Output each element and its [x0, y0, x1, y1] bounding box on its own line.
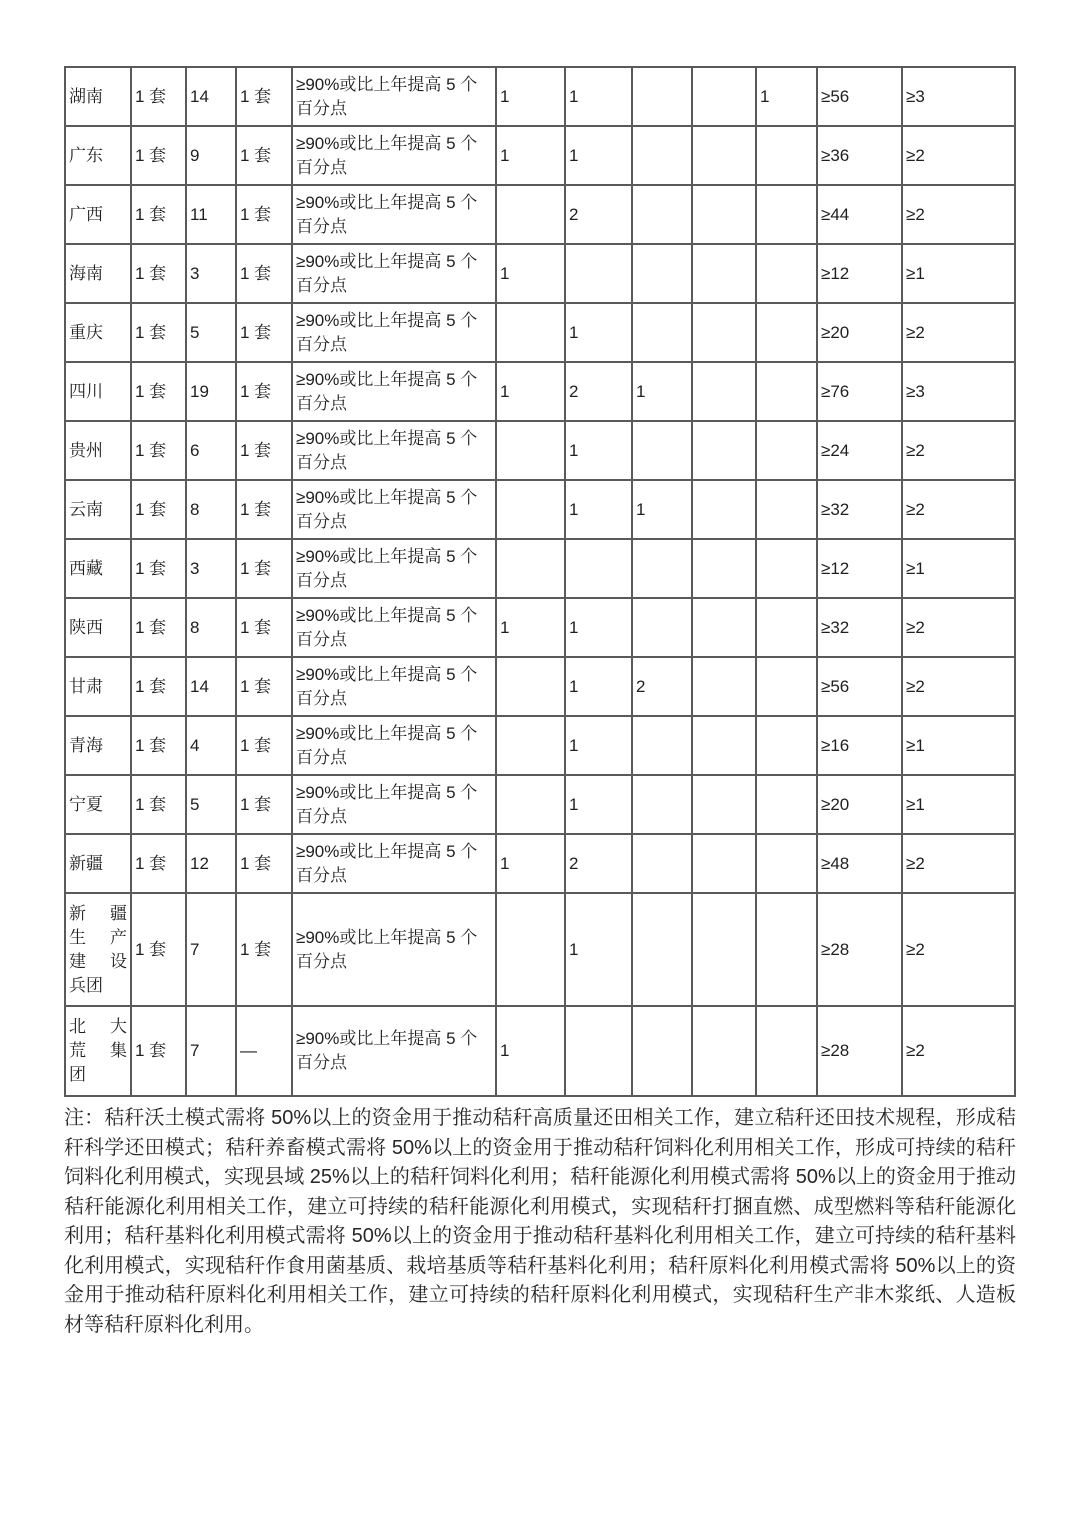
- province-cell: 陕西: [65, 598, 131, 657]
- value-cell: 7: [186, 1006, 236, 1096]
- value-cell: [756, 480, 817, 539]
- value-cell: 1 套: [236, 834, 292, 893]
- value-cell: [632, 775, 692, 834]
- value-cell: [692, 480, 756, 539]
- province-name-line: 团: [69, 1065, 86, 1084]
- value-cell: 1 套: [131, 67, 186, 126]
- table-row: [65, 126, 1015, 185]
- value-cell: ≥2: [902, 480, 1015, 539]
- value-cell: 1: [565, 126, 632, 185]
- table-row: [65, 657, 1015, 716]
- value-cell: 1: [496, 834, 565, 893]
- value-cell: 1: [632, 480, 692, 539]
- table-row: [65, 893, 1015, 1006]
- value-cell: ≥12: [817, 539, 902, 598]
- value-cell: [692, 716, 756, 775]
- value-cell: ≥90%或比上年提高 5 个百分点: [292, 657, 496, 716]
- table-row: [65, 598, 1015, 657]
- value-cell: [692, 775, 756, 834]
- value-cell: [632, 716, 692, 775]
- value-cell: [756, 362, 817, 421]
- value-cell: ≥36: [817, 126, 902, 185]
- value-cell: 11: [186, 185, 236, 244]
- value-cell: 2: [565, 362, 632, 421]
- value-cell: ≥90%或比上年提高 5 个百分点: [292, 598, 496, 657]
- value-cell: ≥90%或比上年提高 5 个百分点: [292, 834, 496, 893]
- value-cell: [632, 893, 692, 1006]
- value-cell: ≥90%或比上年提高 5 个百分点: [292, 244, 496, 303]
- value-cell: ≥90%或比上年提高 5 个百分点: [292, 539, 496, 598]
- province-cell: 湖南: [65, 67, 131, 126]
- value-cell: 14: [186, 657, 236, 716]
- value-cell: ≥56: [817, 67, 902, 126]
- value-cell: 1 套: [131, 303, 186, 362]
- value-cell: 5: [186, 775, 236, 834]
- value-cell: 1 套: [131, 362, 186, 421]
- value-cell: 1 套: [131, 716, 186, 775]
- value-cell: ≥20: [817, 775, 902, 834]
- value-cell: ≥24: [817, 421, 902, 480]
- table-row: [65, 303, 1015, 362]
- value-cell: [692, 421, 756, 480]
- province-name-line: 生 产: [69, 927, 127, 947]
- value-cell: ≥44: [817, 185, 902, 244]
- value-cell: [632, 244, 692, 303]
- value-cell: [632, 126, 692, 185]
- value-cell: 5: [186, 303, 236, 362]
- value-cell: ≥32: [817, 598, 902, 657]
- value-cell: ≥2: [902, 1006, 1015, 1096]
- value-cell: 1: [496, 598, 565, 657]
- value-cell: [632, 303, 692, 362]
- value-cell: 1 套: [131, 598, 186, 657]
- value-cell: ≥90%或比上年提高 5 个百分点: [292, 303, 496, 362]
- value-cell: ≥1: [902, 716, 1015, 775]
- table-row: [65, 716, 1015, 775]
- value-cell: 1: [756, 67, 817, 126]
- province-cell: 重庆: [65, 303, 131, 362]
- value-cell: [632, 1006, 692, 1096]
- value-cell: [496, 657, 565, 716]
- value-cell: 1 套: [236, 775, 292, 834]
- province-cell: [65, 1006, 131, 1096]
- value-cell: [692, 1006, 756, 1096]
- value-cell: ≥76: [817, 362, 902, 421]
- value-cell: 1 套: [236, 67, 292, 126]
- value-cell: ≥2: [902, 657, 1015, 716]
- value-cell: ≥90%或比上年提高 5 个百分点: [292, 185, 496, 244]
- value-cell: ≥32: [817, 480, 902, 539]
- value-cell: ≥90%或比上年提高 5 个百分点: [292, 480, 496, 539]
- value-cell: [565, 1006, 632, 1096]
- value-cell: 1: [496, 362, 565, 421]
- province-name-line: 建 设: [69, 951, 127, 971]
- straw-utilization-table: [64, 66, 1016, 1097]
- value-cell: 1 套: [131, 775, 186, 834]
- value-cell: [756, 539, 817, 598]
- value-cell: 19: [186, 362, 236, 421]
- table-row: [65, 1006, 1015, 1096]
- value-cell: 6: [186, 421, 236, 480]
- value-cell: [496, 421, 565, 480]
- value-cell: ≥1: [902, 244, 1015, 303]
- value-cell: [632, 834, 692, 893]
- value-cell: [756, 775, 817, 834]
- value-cell: ≥90%或比上年提高 5 个百分点: [292, 421, 496, 480]
- value-cell: 1 套: [131, 126, 186, 185]
- value-cell: 1: [632, 362, 692, 421]
- table-body: [65, 67, 1015, 1096]
- value-cell: ≥90%或比上年提高 5 个百分点: [292, 1006, 496, 1096]
- value-cell: 1 套: [236, 244, 292, 303]
- value-cell: 2: [565, 834, 632, 893]
- value-cell: 1: [565, 303, 632, 362]
- value-cell: 1: [565, 775, 632, 834]
- value-cell: ≥2: [902, 893, 1015, 1006]
- value-cell: [692, 598, 756, 657]
- value-cell: ≥90%或比上年提高 5 个百分点: [292, 67, 496, 126]
- value-cell: ≥90%或比上年提高 5 个百分点: [292, 893, 496, 1006]
- value-cell: 8: [186, 480, 236, 539]
- value-cell: 1 套: [236, 480, 292, 539]
- value-cell: [756, 716, 817, 775]
- province-name-line: 新 疆: [69, 903, 127, 923]
- value-cell: [692, 126, 756, 185]
- value-cell: 1 套: [131, 657, 186, 716]
- value-cell: [632, 421, 692, 480]
- value-cell: ≥2: [902, 303, 1015, 362]
- value-cell: [756, 657, 817, 716]
- province-cell: 广东: [65, 126, 131, 185]
- value-cell: 1: [565, 598, 632, 657]
- table-row: [65, 480, 1015, 539]
- province-name-line: 兵团: [69, 975, 103, 995]
- value-cell: [756, 185, 817, 244]
- note-paragraph: 注：秸秆沃土模式需将 50%以上的资金用于推动秸秆高质量还田相关工作，建立秸秆还田技术规程，形成秸秆科学还田模式；秸秆养畜模式需将 50%以上的资金用于推动秸秆饲料化利用相关工作，形成可持续的秸秆饲料化利用模式，实现县域 25%以上的秸秆饲料化利用；秸秆能源化利用模式需将 50%以上的资金用于推动秸秆能源化利用相关工作，建立可持续的秸秆能源化利用模式，实现秸秆打捆直燃、成型燃料等秸秆能源化利用；秸秆基料化利用模式需将 50%以上的资金用于推动秸秆基料化利用相关工作，建立可持续的秸秆基料化利用模式，实现秸秆作食用菌基质、栽培基质等秸秆基料化利用；秸秆原料化利用模式需将 50%以上的资金用于推动秸秆原料化利用相关工作，建立可持续的秸秆原料化利用模式，实现秸秆生产非木浆纸、人造板材等秸秆原料化利用。: [64, 1107, 1016, 1336]
- value-cell: [756, 303, 817, 362]
- province-cell: 宁夏: [65, 775, 131, 834]
- value-cell: [692, 539, 756, 598]
- value-cell: [692, 244, 756, 303]
- province-name-line: 北 大: [69, 1017, 127, 1036]
- value-cell: [496, 539, 565, 598]
- value-cell: [632, 185, 692, 244]
- value-cell: 1 套: [236, 303, 292, 362]
- value-cell: 1 套: [131, 480, 186, 539]
- value-cell: 1 套: [131, 1006, 186, 1096]
- value-cell: ≥90%或比上年提高 5 个百分点: [292, 775, 496, 834]
- value-cell: [496, 303, 565, 362]
- value-cell: 1 套: [236, 126, 292, 185]
- province-cell: 广西: [65, 185, 131, 244]
- value-cell: [632, 598, 692, 657]
- value-cell: 8: [186, 598, 236, 657]
- value-cell: 1: [565, 67, 632, 126]
- value-cell: [756, 893, 817, 1006]
- province-name-line: 荒 集: [69, 1041, 127, 1060]
- value-cell: [692, 185, 756, 244]
- table-row: [65, 834, 1015, 893]
- value-cell: 1: [565, 480, 632, 539]
- value-cell: ≥16: [817, 716, 902, 775]
- value-cell: 1 套: [131, 834, 186, 893]
- value-cell: ≥56: [817, 657, 902, 716]
- value-cell: 14: [186, 67, 236, 126]
- value-cell: [756, 834, 817, 893]
- value-cell: [692, 303, 756, 362]
- value-cell: [756, 126, 817, 185]
- value-cell: ≥3: [902, 67, 1015, 126]
- value-cell: ≥20: [817, 303, 902, 362]
- value-cell: [692, 834, 756, 893]
- value-cell: 9: [186, 126, 236, 185]
- value-cell: ≥90%或比上年提高 5 个百分点: [292, 126, 496, 185]
- value-cell: —: [236, 1006, 292, 1096]
- value-cell: ≥1: [902, 775, 1015, 834]
- value-cell: [692, 893, 756, 1006]
- value-cell: 1: [496, 244, 565, 303]
- value-cell: 1 套: [236, 539, 292, 598]
- value-cell: ≥90%或比上年提高 5 个百分点: [292, 716, 496, 775]
- value-cell: [496, 775, 565, 834]
- value-cell: ≥12: [817, 244, 902, 303]
- value-cell: 1 套: [236, 716, 292, 775]
- value-cell: 1 套: [131, 185, 186, 244]
- value-cell: 1: [565, 657, 632, 716]
- value-cell: [565, 244, 632, 303]
- value-cell: [756, 244, 817, 303]
- table-row: [65, 539, 1015, 598]
- value-cell: ≥28: [817, 893, 902, 1006]
- value-cell: ≥2: [902, 598, 1015, 657]
- province-cell: 甘肃: [65, 657, 131, 716]
- table-row: [65, 67, 1015, 126]
- value-cell: 1: [565, 421, 632, 480]
- value-cell: 12: [186, 834, 236, 893]
- table-row: [65, 421, 1015, 480]
- table-row: [65, 775, 1015, 834]
- value-cell: ≥3: [902, 362, 1015, 421]
- province-cell: 贵州: [65, 421, 131, 480]
- value-cell: 1 套: [236, 362, 292, 421]
- value-cell: [692, 657, 756, 716]
- value-cell: 1: [565, 716, 632, 775]
- province-cell: 四川: [65, 362, 131, 421]
- value-cell: 1 套: [131, 244, 186, 303]
- value-cell: [756, 598, 817, 657]
- value-cell: 1: [496, 126, 565, 185]
- value-cell: [496, 480, 565, 539]
- value-cell: 4: [186, 716, 236, 775]
- value-cell: 1: [496, 67, 565, 126]
- value-cell: 1 套: [236, 598, 292, 657]
- value-cell: 1 套: [131, 539, 186, 598]
- value-cell: ≥28: [817, 1006, 902, 1096]
- value-cell: ≥90%或比上年提高 5 个百分点: [292, 362, 496, 421]
- value-cell: 1: [496, 1006, 565, 1096]
- value-cell: [756, 421, 817, 480]
- table-row: [65, 244, 1015, 303]
- province-cell: 新疆: [65, 834, 131, 893]
- value-cell: [756, 1006, 817, 1096]
- table-row: [65, 362, 1015, 421]
- value-cell: 1 套: [131, 421, 186, 480]
- value-cell: ≥2: [902, 834, 1015, 893]
- province-cell: 青海: [65, 716, 131, 775]
- value-cell: [496, 716, 565, 775]
- province-cell: 海南: [65, 244, 131, 303]
- province-cell: [65, 893, 131, 1006]
- value-cell: 2: [565, 185, 632, 244]
- value-cell: 3: [186, 539, 236, 598]
- province-cell: 西藏: [65, 539, 131, 598]
- value-cell: [692, 362, 756, 421]
- value-cell: 1: [565, 893, 632, 1006]
- value-cell: 1 套: [236, 421, 292, 480]
- value-cell: ≥2: [902, 421, 1015, 480]
- value-cell: 7: [186, 893, 236, 1006]
- value-cell: [565, 539, 632, 598]
- value-cell: [632, 539, 692, 598]
- province-cell: 云南: [65, 480, 131, 539]
- value-cell: 1 套: [236, 893, 292, 1006]
- value-cell: 1 套: [236, 657, 292, 716]
- value-cell: 3: [186, 244, 236, 303]
- value-cell: [496, 893, 565, 1006]
- value-cell: 1 套: [131, 893, 186, 1006]
- value-cell: ≥2: [902, 126, 1015, 185]
- value-cell: ≥2: [902, 185, 1015, 244]
- value-cell: 2: [632, 657, 692, 716]
- value-cell: [692, 67, 756, 126]
- value-cell: [632, 67, 692, 126]
- table-row: [65, 185, 1015, 244]
- value-cell: ≥1: [902, 539, 1015, 598]
- value-cell: 1 套: [236, 185, 292, 244]
- value-cell: [496, 185, 565, 244]
- value-cell: ≥48: [817, 834, 902, 893]
